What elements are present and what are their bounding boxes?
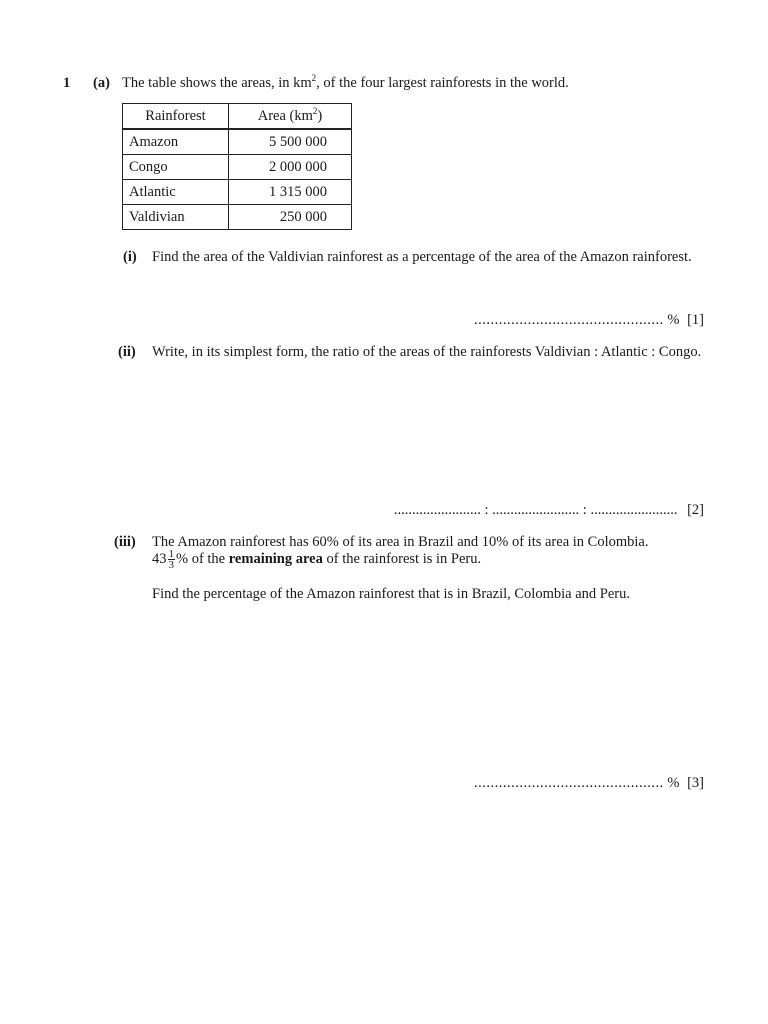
rainforest-name: Atlantic: [123, 180, 229, 205]
question-number: 1: [63, 75, 71, 91]
rainforest-area: 1 315 000: [229, 180, 352, 205]
part-i-label: (i): [123, 249, 137, 265]
marks: [2]: [687, 502, 704, 518]
question-intro: The table shows the areas, in $km^2$, of the four largest rainforests in the world.: [122, 73, 569, 91]
answer-line[interactable]: ..............................................: [473, 775, 664, 791]
table-header-row: [123, 104, 352, 130]
rainforest-name: Congo: [123, 155, 229, 180]
mixed-number-whole: 43: [152, 550, 167, 567]
marks: [1]: [687, 312, 704, 328]
fraction: $\frac{1}{3}$: [168, 548, 174, 571]
marks: [3]: [687, 775, 704, 791]
part-ii-label: (ii): [118, 344, 136, 360]
rainforest-name: Amazon: [123, 129, 229, 155]
answer-line[interactable]: ..............................................: [473, 312, 664, 328]
table-row: [123, 129, 352, 155]
part-i-answer-area: [474, 312, 704, 329]
bold-remaining-area: remaining area: [228, 550, 323, 567]
answer-unit: %: [667, 312, 680, 328]
part-iii-line2: 43 $\frac{1}{3}$ % of the remaining area of the rainforest is in Peru.: [152, 548, 482, 571]
part-i-question: Find the area of the Valdivian rainforest as a percentage of the area of the Amazon rainforest.: [152, 249, 692, 265]
table-row: [123, 180, 352, 205]
part-iii-label: (iii): [114, 534, 136, 550]
part-ii-answer-area: [394, 502, 704, 519]
rainforest-table: [122, 103, 352, 230]
rainforest-area: 5 500 000: [229, 129, 352, 155]
answer-unit: %: [667, 775, 680, 791]
header-rainforest: Rainforest: [123, 104, 229, 130]
part-iii-line3: Find the percentage of the Amazon rainforest that is in Brazil, Colombia and Peru.: [152, 586, 630, 602]
table-row: [123, 205, 352, 230]
part-iii-line1: The Amazon rainforest has 60% of its area in Brazil and 10% of its area in Colombia.: [152, 534, 649, 550]
rainforest-area: 250 000: [229, 205, 352, 230]
part-a-label: (a): [93, 75, 110, 91]
rainforest-name: Valdivian: [123, 205, 229, 230]
header-area: Area $(km^2)$: [229, 104, 352, 130]
part-ii-question: Write, in its simplest form, the ratio of the areas of the rainforests Valdivian : Atlantic : Congo.: [152, 344, 702, 360]
rainforest-area: 2 000 000: [229, 155, 352, 180]
ratio-answer-line[interactable]: ........................ : ........................ : ........................: [393, 502, 678, 518]
part-iii-answer-area: [474, 775, 704, 792]
table-row: [123, 155, 352, 180]
